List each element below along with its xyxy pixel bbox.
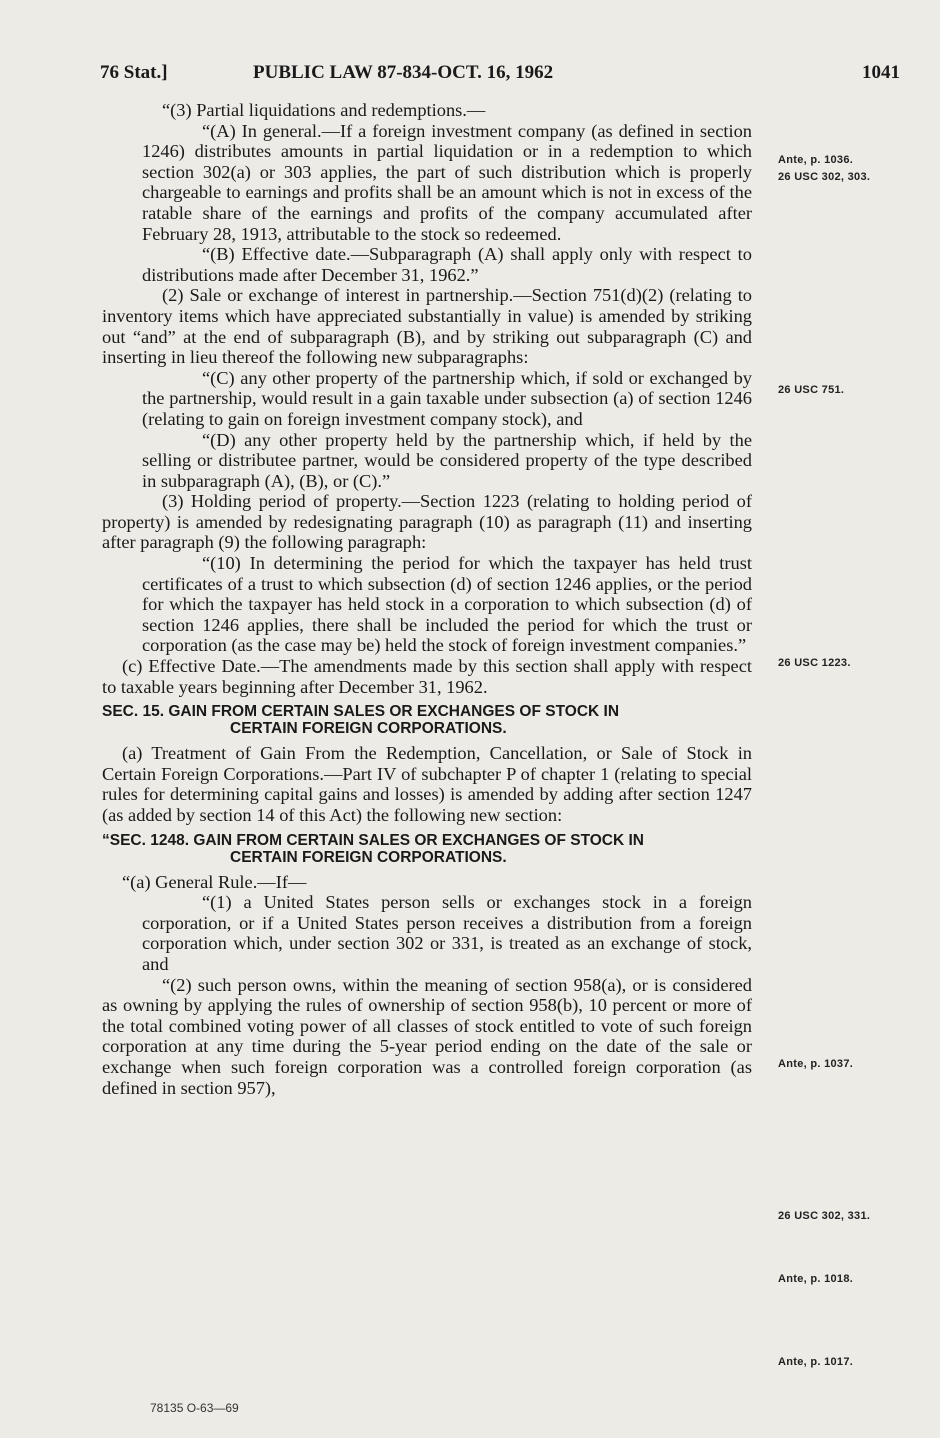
margin-note: 26 USC 302, 331. [778,1210,871,1222]
running-header [100,62,900,92]
section-heading [102,832,752,866]
margin-note: Ante, p. 1037. [778,1058,854,1070]
header-volume: 76 Stat.] [100,62,168,83]
body-text [102,100,752,1098]
paragraph: “(3) Partial liquidations and redemptions.— [162,100,486,120]
margin-note: Ante, p. 1017. [778,1356,854,1368]
paragraph: (3) Holding period of property.—Section 1223 (relating to holding period of property) is amended by redesignating paragraph (10) as paragraph (11) and inserting after paragraph (9) the following paragraph: [102,491,752,553]
paragraph: “(B) Effective date.—Subparagraph (A) shall apply only with respect to distributions made after December 31, 1962.” [142,244,752,285]
paragraph: “(A) In general.—If a foreign investment company (as defined in section 1246) distributes amounts in partial liquidation or in a redemption to which section 302(a) or 303 applies, the part of such distribution which is properly chargeable to earnings and profits shall be an amount which is not in excess of the ratable share of the earnings and profits of the company accumulated after February 28, 1913, attributable to the stock so redeemed. [142,120,752,244]
paragraph: (2) Sale or exchange of interest in partnership.—Section 751(d)(2) (relating to inventory items which have appreciated substantially in value) is amended by striking out “and” at the end of subparagraph (B), and by striking out subparagraph (C) and inserting in lieu thereof the following new subparagraphs: [102,285,752,368]
paragraph: “(C) any other property of the partnership which, if sold or exchanged by the partnership, would result in a gain taxable under subsection (a) of section 1246 (relating to gain on foreign investment company stock), and [142,367,752,429]
paragraph: “(1) a United States person sells or exchanges stock in a foreign corporation, or if a United States person receives a distribution from a foreign corporation which, under section 302 or 331, is treated as an exchange of stock, and [142,892,752,974]
margin-note: Ante, p. 1036. [778,154,854,166]
section-heading [102,703,752,737]
paragraph: “(2) such person owns, within the meaning of section 958(a), or is considered as owning by applying the rules of ownership of section 958(b), 10 percent or more of the total combined voting power of all classes of stock entitled to vote of such foreign corporation at any time during the 5-year period ending on the date of the sale or exchange when such foreign corporation was a controlled foreign corporation (as defined in section 957), [102,974,752,1098]
margin-note: 26 USC 302, 303. [778,171,871,183]
section-heading-line2: CERTAIN FOREIGN CORPORATIONS. [230,848,507,866]
header-title: PUBLIC LAW 87-834-OCT. 16, 1962 [253,62,554,83]
paragraph: “(D) any other property held by the partnership which, if held by the selling or distributee partner, would be considered property of the type described in subparagraph (A), (B), or (C).” [142,429,752,491]
section-heading-line2: CERTAIN FOREIGN CORPORATIONS. [230,720,507,738]
paragraph: “(a) General Rule.—If— [122,871,307,892]
page-number: 1041 [862,62,900,83]
paragraph: (a) Treatment of Gain From the Redemption, Cancellation, or Sale of Stock in Certain Foreign Corporations.—Part IV of subchapter P of chapter 1 (relating to special rules for determining capital gains and losses) is amended by adding after section 1247 (as added by section 14 of this Act) the following new section: [102,743,752,825]
section-heading-line1: SEC. 15. GAIN FROM CERTAIN SALES OR EXCHANGES OF STOCK IN [102,703,620,721]
section-heading-line1: “SEC. 1248. GAIN FROM CERTAIN SALES OR EXCHANGES OF STOCK IN [102,831,645,849]
paragraph: “(10) In determining the period for which the taxpayer has held trust certificates of a trust to which subsection (d) of section 1246 applies, or the period for which the taxpayer has held stock in a corporation to which subsection (d) of section 1246 applies, there shall be included the period for which the trust or corporation (as the case may be) held the stock of foreign investment companies.” [142,553,752,656]
margin-note: 26 USC 751. [778,384,845,396]
margin-note: Ante, p. 1018. [778,1273,854,1285]
margin-note: 26 USC 1223. [778,657,851,669]
paragraph: (c) Effective Date.—The amendments made by this section shall apply with respect to taxable years beginning after December 31, 1962. [102,656,752,697]
print-code: 78135 O-63—69 [150,1401,239,1415]
